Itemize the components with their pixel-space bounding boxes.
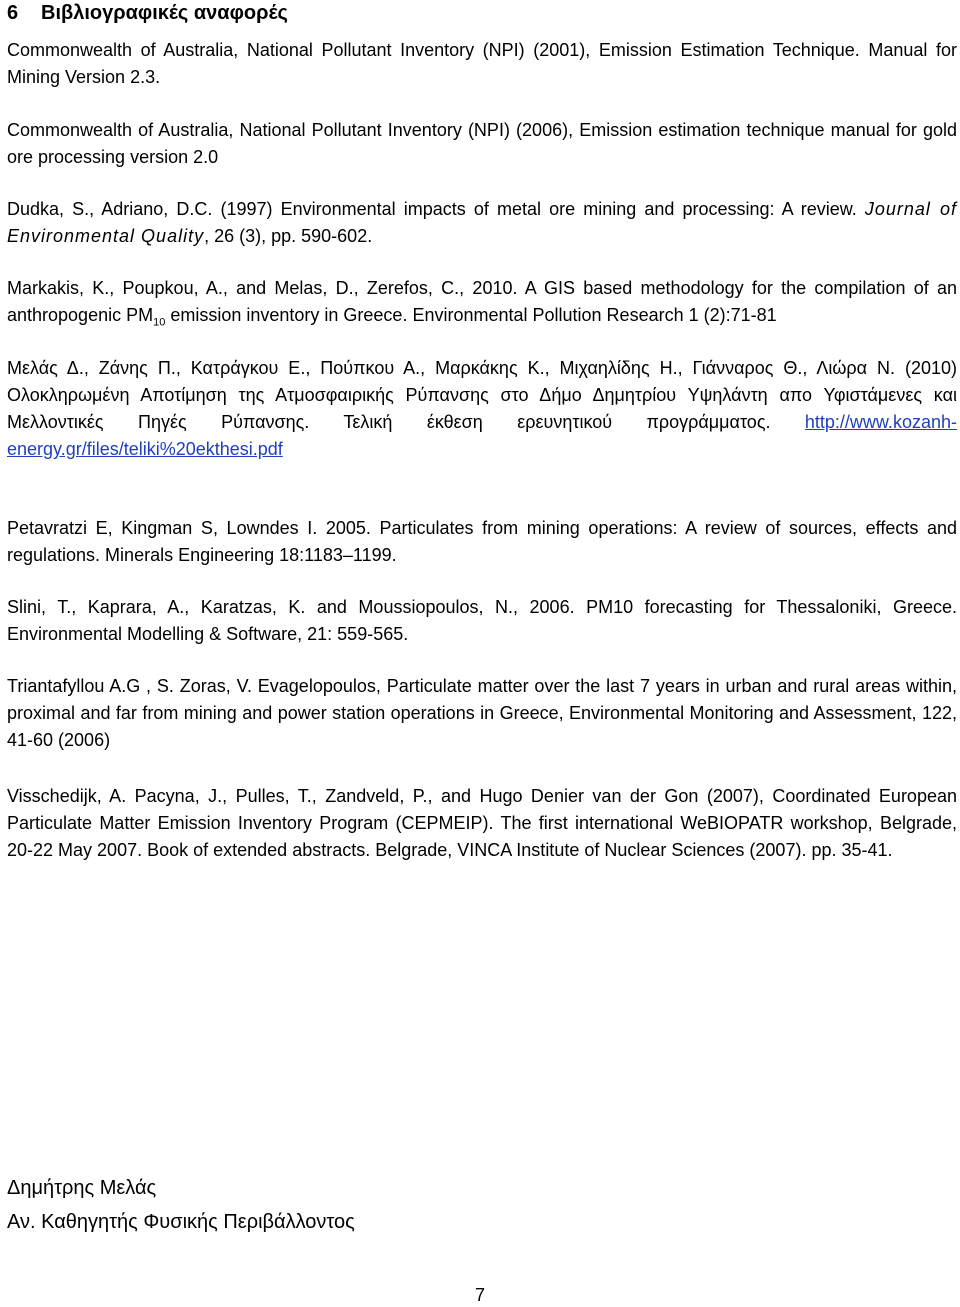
- reference-text: Commonwealth of Australia, National Pollutant Inventory (NPI) (2001), Emission Estimation Technique. Manual for Mining Version 2.3.: [7, 40, 957, 87]
- reference-link[interactable]: http://www.kozanh-energy.gr/files/teliki%20ekthesi.pdf: [7, 412, 957, 459]
- reference-item-9: [7, 783, 957, 864]
- reference-text: Slini, T., Kaprara, A., Karatzas, K. and Moussiopoulos, N., 2006. PM10 forecasting for Thessaloniki, Greece. Environmental Modelling & Software, 21: 559-565.: [7, 597, 957, 644]
- reference-text: Markakis, K., Poupkou, A., and Melas, D., Zerefos, C., 2010. A GIS based methodology for the compilation of an anthropogenic PM: [7, 278, 957, 325]
- reference-item-8: [7, 673, 957, 754]
- reference-item-4: [7, 275, 957, 329]
- reference-item-1: [7, 37, 957, 91]
- section-number: 6: [7, 2, 19, 24]
- reference-text-end: emission inventory in Greece. Environmental Pollution Research 1 (2):71-81: [165, 305, 777, 325]
- reference-text: Triantafyllou A.G , S. Zoras, V. Evagelopoulos, Particulate matter over the last 7 years in urban and rural areas within, proximal and far from mining and power station operations in Greece, Environmental Monitoring and Assessment, 122, 41-60 (2006): [7, 676, 957, 750]
- section-title: Βιβλιογραφικές αναφορές: [41, 2, 288, 24]
- journal-title: Journal of Environmental Quality: [7, 199, 957, 246]
- reference-text-end: , 26 (3), pp. 590-602.: [204, 226, 373, 246]
- reference-item-5: [7, 355, 957, 463]
- reference-text: Μελάς Δ., Ζάνης Π., Κατράγκου Ε., Πούπκου Α., Μαρκάκης Κ., Μιχαηλίδης Η., Γιάνναρος Θ., Λιώρα Ν. (2010) Ολοκληρωμένη Αποτίμηση της Ατμοσφαιρικής Ρύπανσης στο Δήμο Δημητρίου Υψηλάντη απο Υφιστάμενες και Μελλοντικές Πηγές Ρύπανσης. Τελική έκθεση ερευνητικού προγράμματος.: [7, 358, 957, 432]
- signature-name: Δημήτρης Μελάς: [7, 1177, 157, 1199]
- reference-text: Petavratzi E, Kingman S, Lowndes I. 2005. Particulates from mining operations: A review of sources, effects and regulations. Minerals Engineering 18:1183–1199.: [7, 518, 957, 565]
- subscript: 10: [153, 316, 166, 329]
- reference-item-2: [7, 117, 957, 171]
- reference-item-3: [7, 196, 957, 250]
- reference-text: Dudka, S., Adriano, D.C. (1997) Environmental impacts of metal ore mining and processing: A review.: [7, 199, 865, 219]
- section-heading: [7, 0, 288, 26]
- reference-text: Visschedijk, A. Pacyna, J., Pulles, T., Zandveld, P., and Hugo Denier van der Gon (2007), Coordinated European Particulate Matter Emission Inventory Program (CEPMEIP). The first international WeBIOPATR workshop, Belgrade, 20-22 May 2007. Book of extended abstracts. Belgrade, VINCA Institute of Nuclear Sciences (2007). pp. 35-41.: [7, 786, 957, 860]
- page-number: 7: [474, 1285, 485, 1305]
- signature-role: Αν. Καθηγητής Φυσικής Περιβάλλοντος: [7, 1211, 355, 1233]
- reference-text: Commonwealth of Australia, National Pollutant Inventory (NPI) (2006), Emission estimation technique manual for gold ore processing version 2.0: [7, 120, 957, 167]
- reference-item-7: [7, 594, 957, 648]
- reference-item-6: [7, 515, 957, 569]
